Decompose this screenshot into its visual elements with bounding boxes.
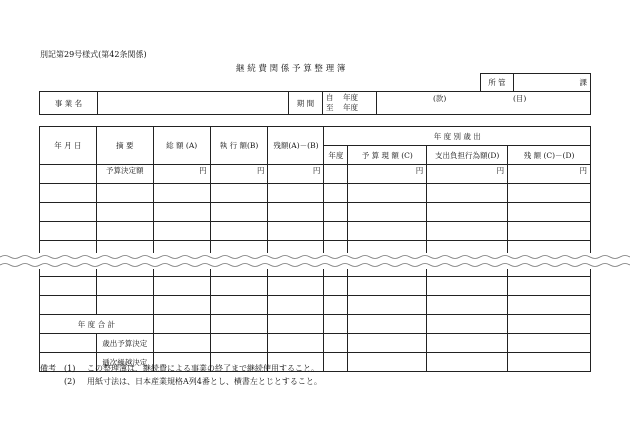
jigyo-label: 事 業 名 xyxy=(40,92,98,115)
nendo-total-row xyxy=(40,315,591,334)
teiji-label: 逓次繰越決定 xyxy=(96,353,153,372)
jigyo-value xyxy=(98,92,289,115)
shokan-label: 所 管 xyxy=(481,74,514,92)
note-2-text: 用紙寸法は、日本産業規格A列4番とし、横書左とじとすること。 xyxy=(87,377,322,386)
col-balance: 残 額 (C)－(D) xyxy=(508,146,591,165)
col-date: 年 月 日 xyxy=(40,127,97,165)
table-row xyxy=(40,184,591,203)
col-by-year: 年 度 別 歳 出 xyxy=(324,127,591,146)
table-row xyxy=(40,203,591,222)
saishutsu-label: 歳出予算決定 xyxy=(96,334,153,353)
col-burden: 支出負担行為額(D) xyxy=(427,146,508,165)
kikan-dates xyxy=(323,92,377,115)
break-line xyxy=(0,253,630,269)
nendo-total-label: 年 度 合 計 xyxy=(40,315,154,334)
col-year: 年度 xyxy=(324,146,348,165)
ji-label: 自 xyxy=(326,93,334,102)
table-row xyxy=(40,296,591,315)
form-reference: 別記第29号様式(第42条関係) xyxy=(40,50,147,59)
kan-label: (款) xyxy=(433,94,447,103)
itaru-label: 至 xyxy=(326,103,334,112)
col-remain: 残額(A)－(B) xyxy=(268,127,324,165)
nendo-to: 年度 xyxy=(343,103,359,112)
col-total: 総 額 (A) xyxy=(153,127,210,165)
ka-label: 課 xyxy=(514,74,591,92)
yen-executed: 円 xyxy=(210,165,268,184)
notes-label: 備考 xyxy=(40,364,56,373)
yen-remain: 円 xyxy=(268,165,324,184)
yen-burden: 円 xyxy=(427,165,508,184)
ledger-table xyxy=(39,126,591,372)
kan-moku-cell xyxy=(377,92,591,115)
page-title: 継 続 費 関 係 予 算 整 理 簿 xyxy=(236,64,346,74)
note-1-text: この整理簿は、継続費による事業の終了まで継続使用すること。 xyxy=(87,364,319,373)
note-1-num: (1) xyxy=(64,364,76,373)
jigyo-table xyxy=(39,91,591,115)
table-row xyxy=(40,222,591,241)
col-budget-cur: 予 算 現 額 (C) xyxy=(348,146,427,165)
table-row xyxy=(40,277,591,296)
shokan-table xyxy=(480,73,591,92)
col-tekiyo: 摘 要 xyxy=(96,127,153,165)
note-2-num: (2) xyxy=(64,377,76,386)
kikan-label: 期 間 xyxy=(289,92,323,115)
budget-row xyxy=(40,165,591,184)
moku-label: (目) xyxy=(513,94,527,103)
budget-row-label: 予算決定額 xyxy=(96,165,153,184)
yen-total: 円 xyxy=(153,165,210,184)
yen-balance: 円 xyxy=(508,165,591,184)
nendo-from: 年度 xyxy=(343,93,359,102)
yen-budget-cur: 円 xyxy=(348,165,427,184)
col-executed: 執 行 額(B) xyxy=(210,127,268,165)
saishutsu-row xyxy=(40,334,591,353)
